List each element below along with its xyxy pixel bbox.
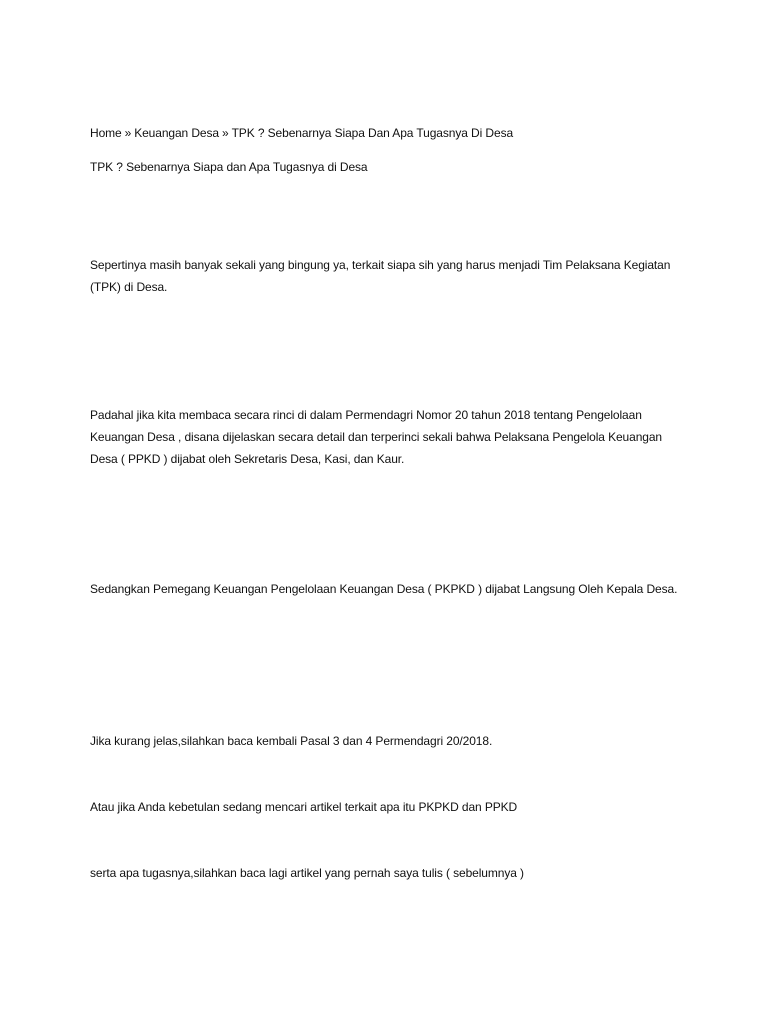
paragraph: Sepertinya masih banyak sekali yang bingung ya, terkait siapa sih yang harus menjadi Tim Pelaksana Kegiatan (TPK) di Desa. xyxy=(90,258,671,294)
breadcrumb-separator: » xyxy=(124,126,132,140)
page-title: TPK ? Sebenarnya Siapa dan Apa Tugasnya di Desa xyxy=(90,160,368,174)
paragraph: Atau jika Anda kebetulan sedang mencari artikel terkait apa itu PKPKD dan PPKD xyxy=(90,800,518,814)
paragraph: Padahal jika kita membaca secara rinci di dalam Permendagri Nomor 20 tahun 2018 tentang Pengelolaan Keuangan Desa , disana dijelaskan secara detail dan terperinci sekali bahwa Pelaksana Pengelola Keuangan Desa ( PPKD ) dijabat oleh Sekretaris Desa, Kasi, dan Kaur. xyxy=(90,408,662,466)
paragraph: Jika kurang jelas,silahkan baca kembali Pasal 3 dan 4 Permendagri 20/2018. xyxy=(90,734,493,748)
breadcrumb-current: TPK ? Sebenarnya Siapa Dan Apa Tugasnya Di Desa xyxy=(231,126,514,140)
paragraph: serta apa tugasnya,silahkan baca lagi artikel yang pernah saya tulis ( sebelumnya ) xyxy=(90,866,524,880)
breadcrumb-home-link[interactable]: Home xyxy=(90,126,122,140)
breadcrumb-category-link[interactable]: Keuangan Desa xyxy=(134,126,219,140)
paragraph: Sedangkan Pemegang Keuangan Pengelolaan Keuangan Desa ( PKPKD ) dijabat Langsung Oleh Kepala Desa. xyxy=(90,582,678,596)
breadcrumb-separator: » xyxy=(221,126,229,140)
breadcrumb xyxy=(90,122,680,144)
